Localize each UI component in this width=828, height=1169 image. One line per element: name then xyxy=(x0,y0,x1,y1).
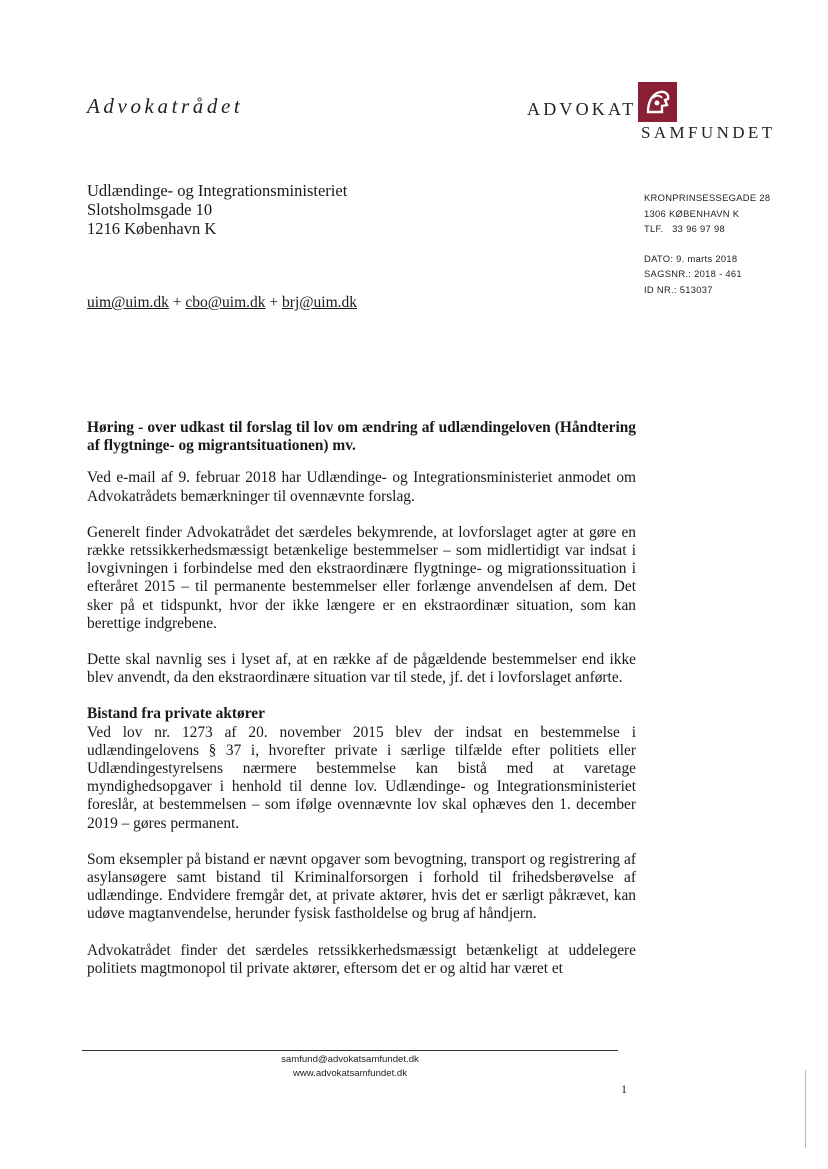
logo-wordmark-top: ADVOKAT xyxy=(527,99,637,119)
footer-contact xyxy=(82,1053,618,1081)
sender-info xyxy=(644,190,770,297)
recipient-address xyxy=(87,181,347,238)
letter-heading: Høring - over udkast til forslag til lov om ændring af udlændingeloven (Håndtering af flygtninge- og migrantsituationen) mv. xyxy=(87,419,636,455)
id-number: ID NR.: 513037 xyxy=(644,283,713,295)
paragraph: Generelt finder Advokatrådet det særdeles bekymrende, at lovforslaget agter at gøre en række retssikkerhedsmæssigt betænkelige bestemmelser – som midlertidigt var indsat i lovgivningen i forbindelse med den ekstraordinære flygtninge- og migrationssituation i efteråret 2015 – til permanente bestemmelser eller forlænge anvendelsen af dem. Det sker på et tidspunkt, hvor der ikke længere er en ekstraordinær situation, som kan berettige indgrebene. xyxy=(87,523,636,632)
footer-email: samfund@advokatsamfundet.dk xyxy=(281,1054,419,1065)
sender-street: KRONPRINSESSEGADE 28 xyxy=(644,192,771,203)
footer-divider xyxy=(82,1050,618,1051)
email-link[interactable]: brj@uim.dk xyxy=(282,294,358,311)
email-recipients xyxy=(87,294,357,312)
recipient-line: Slotsholmsgade 10 xyxy=(87,200,213,219)
org-name: Advokatrådet xyxy=(87,94,244,118)
email-link[interactable]: cbo@uim.dk xyxy=(185,294,266,311)
recipient-line: Udlændinge- og Integrationsministeriet xyxy=(87,181,348,200)
footer-website: www.advokatsamfundet.dk xyxy=(292,1068,408,1079)
paragraph: Advokatrådet finder det særdeles retssikkerhedsmæssigt betænkeligt at uddelegere politiets magtmonopol til private aktører, eftersom det er og altid har været et xyxy=(87,941,636,977)
email-separator: + xyxy=(168,294,186,311)
sender-city: 1306 KØBENHAVN K xyxy=(644,207,740,219)
paragraph: Ved lov nr. 1273 af 20. november 2015 blev der indsat en bestemmelse i udlændingelovens § 37 i, hvorefter private i særlige tilfælde efter politiets eller Udlændingestyrelsens nærmere bestemmelse kan bistå med at varetage myndighedsopgaver i henhold til denne lov. Udlændinge- og Integrationsministeriet foreslår, at bestemmelsen – som ifølge ovennævnte lov skal ophæves den 1. december 2019 – gøres permanent. xyxy=(87,723,636,832)
section-heading: Bistand fra private aktører xyxy=(87,705,265,723)
recipient-line: 1216 København K xyxy=(87,219,217,238)
scan-edge-line xyxy=(805,1070,806,1148)
helmet-logo-icon xyxy=(638,82,677,122)
paragraph: Som eksempler på bistand er nævnt opgaver som bevogtning, transport og registrering af asylansøgere samt bistand til Kriminalforsorgen i forhold til frihedsberøvelse af udlændinge. Endvidere fremgår det, at private aktører, hvis det er særligt påkrævet, kan udøve magtanvendelse, herunder fysisk fastholdelse og brug af håndjern. xyxy=(87,850,636,923)
letter-date: DATO: 9. marts 2018 xyxy=(644,252,738,264)
logo-wordmark-bottom: SAMFUNDET xyxy=(641,123,776,142)
case-number: SAGSNR.: 2018 - 461 xyxy=(644,268,742,279)
page-number: 1 xyxy=(621,1082,627,1096)
email-separator: + xyxy=(265,294,283,311)
sender-phone: TLF. 33 96 97 98 xyxy=(644,223,725,234)
email-link[interactable]: uim@uim.dk xyxy=(87,294,169,311)
paragraph: Ved e-mail af 9. februar 2018 har Udlændinge- og Integrationsministeriet anmodet om Advokatrådets bemærkninger til ovennævnte forslag. xyxy=(87,469,636,505)
paragraph: Dette skal navnlig ses i lyset af, at en række af de pågældende bestemmelser end ikke blev anvendt, da den ekstraordinære situation var til stede, jf. det i lovforslaget anførte. xyxy=(87,651,636,687)
letter-body xyxy=(87,419,636,996)
